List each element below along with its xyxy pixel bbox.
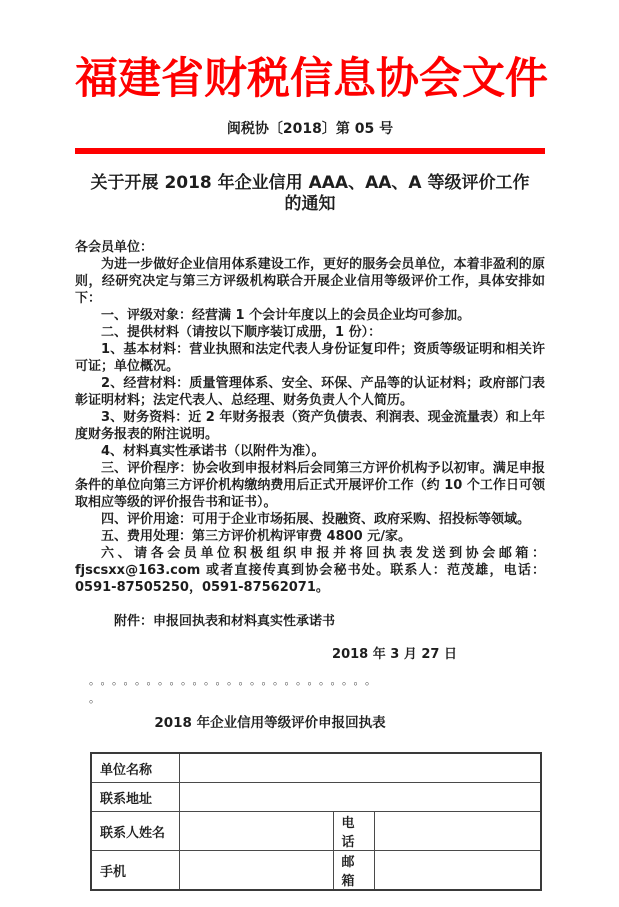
reply-form-table: [90, 752, 542, 891]
phone-label: 电话: [333, 812, 374, 851]
red-divider: [75, 148, 545, 154]
paragraph-contact: 六、请各会员单位积极组织申报并将回执表发送到协会邮箱：fjscsxx@163.com 或者直接传真到协会秘书处。联系人：范茂雄，电话：0591-87505250，0591-87562071。: [75, 546, 545, 595]
paragraph-financial-materials: 3、财务资料：近 2 年财务报表（资产负债表、利润表、现金流量表）和上年度财务报表的附注说明。: [75, 410, 545, 442]
email-label: 邮箱: [333, 851, 374, 891]
attachment-note: 附件：申报回执表和材料真实性承诺书: [114, 614, 336, 629]
document-page: [0, 54, 619, 907]
perforation-dots-line1: 。。。。。。。。。。。。。。。。。。。。。。。。。: [89, 674, 382, 687]
issue-date: 2018 年 3 月 27 日: [332, 647, 457, 662]
mobile-field[interactable]: [179, 851, 333, 891]
table-row: [91, 812, 541, 851]
salutation: 各会员单位：: [75, 240, 154, 255]
paragraph-procedure: 三、评价程序：协会收到申报材料后会同第三方评价机构予以初审。满足申报条件的单位向第三方评价机构缴纳费用后正式开展评价工作（约 10 个工作日可领取相应等级的评价报告书和证书）。: [75, 461, 545, 510]
unit-name-label: 单位名称: [91, 753, 179, 783]
letterhead-title: 福建省财税信息协会文件: [75, 54, 548, 104]
phone-field[interactable]: [374, 812, 541, 851]
contact-address-field[interactable]: [179, 783, 541, 812]
contact-person-label: 联系人姓名: [91, 812, 179, 851]
contact-person-field[interactable]: [179, 812, 333, 851]
paragraph-business-materials: 2、经营材料：质量管理体系、安全、环保、产品等的认证材料；政府部门表彰证明材料；法定代表人、总经理、财务负责人个人简历。: [75, 376, 545, 408]
paragraph-fee: 五、费用处理：第三方评价机构评审费 4800 元/家。: [101, 529, 411, 544]
form-caption: 2018 年企业信用等级评价申报回执表: [154, 715, 386, 731]
paragraph-basic-materials: 1、基本材料：营业执照和法定代表人身份证复印件；资质等级证明和相关许可证；单位概况。: [75, 342, 545, 374]
notice-title: 关于开展 2018 年企业信用 AAA、AA、A 等级评价工作的通知: [90, 173, 530, 214]
mobile-label: 手机: [91, 851, 179, 891]
paragraph-rating-target: 一、评级对象：经营满 1 个会计年度以上的会员企业均可参加。: [101, 308, 471, 323]
table-row: [91, 851, 541, 891]
paragraph-materials-heading: 二、提供材料（请按以下顺序装订成册，1 份）：: [101, 325, 382, 340]
paragraph-usage: 四、评价用途：可用于企业市场拓展、投融资、政府采购、招投标等领域。: [101, 512, 531, 527]
email-field[interactable]: [374, 851, 541, 891]
perforation-dots-line2: 。: [89, 692, 106, 705]
unit-name-field[interactable]: [179, 753, 541, 783]
paragraph-authenticity-letter: 4、材料真实性承诺书（以附件为准）。: [101, 444, 325, 459]
doc-number: 闽税协〔2018〕第 05 号: [226, 121, 394, 137]
paragraph-intro: 为进一步做好企业信用体系建设工作，更好的服务会员单位，本着非盈利的原则，经研究决定与第三方评级机构联合开展企业信用等级评价工作，具体安排如下：: [75, 257, 545, 306]
notice-body: [75, 239, 545, 596]
table-row: [91, 753, 541, 783]
table-row: [91, 783, 541, 812]
contact-address-label: 联系地址: [91, 783, 179, 812]
